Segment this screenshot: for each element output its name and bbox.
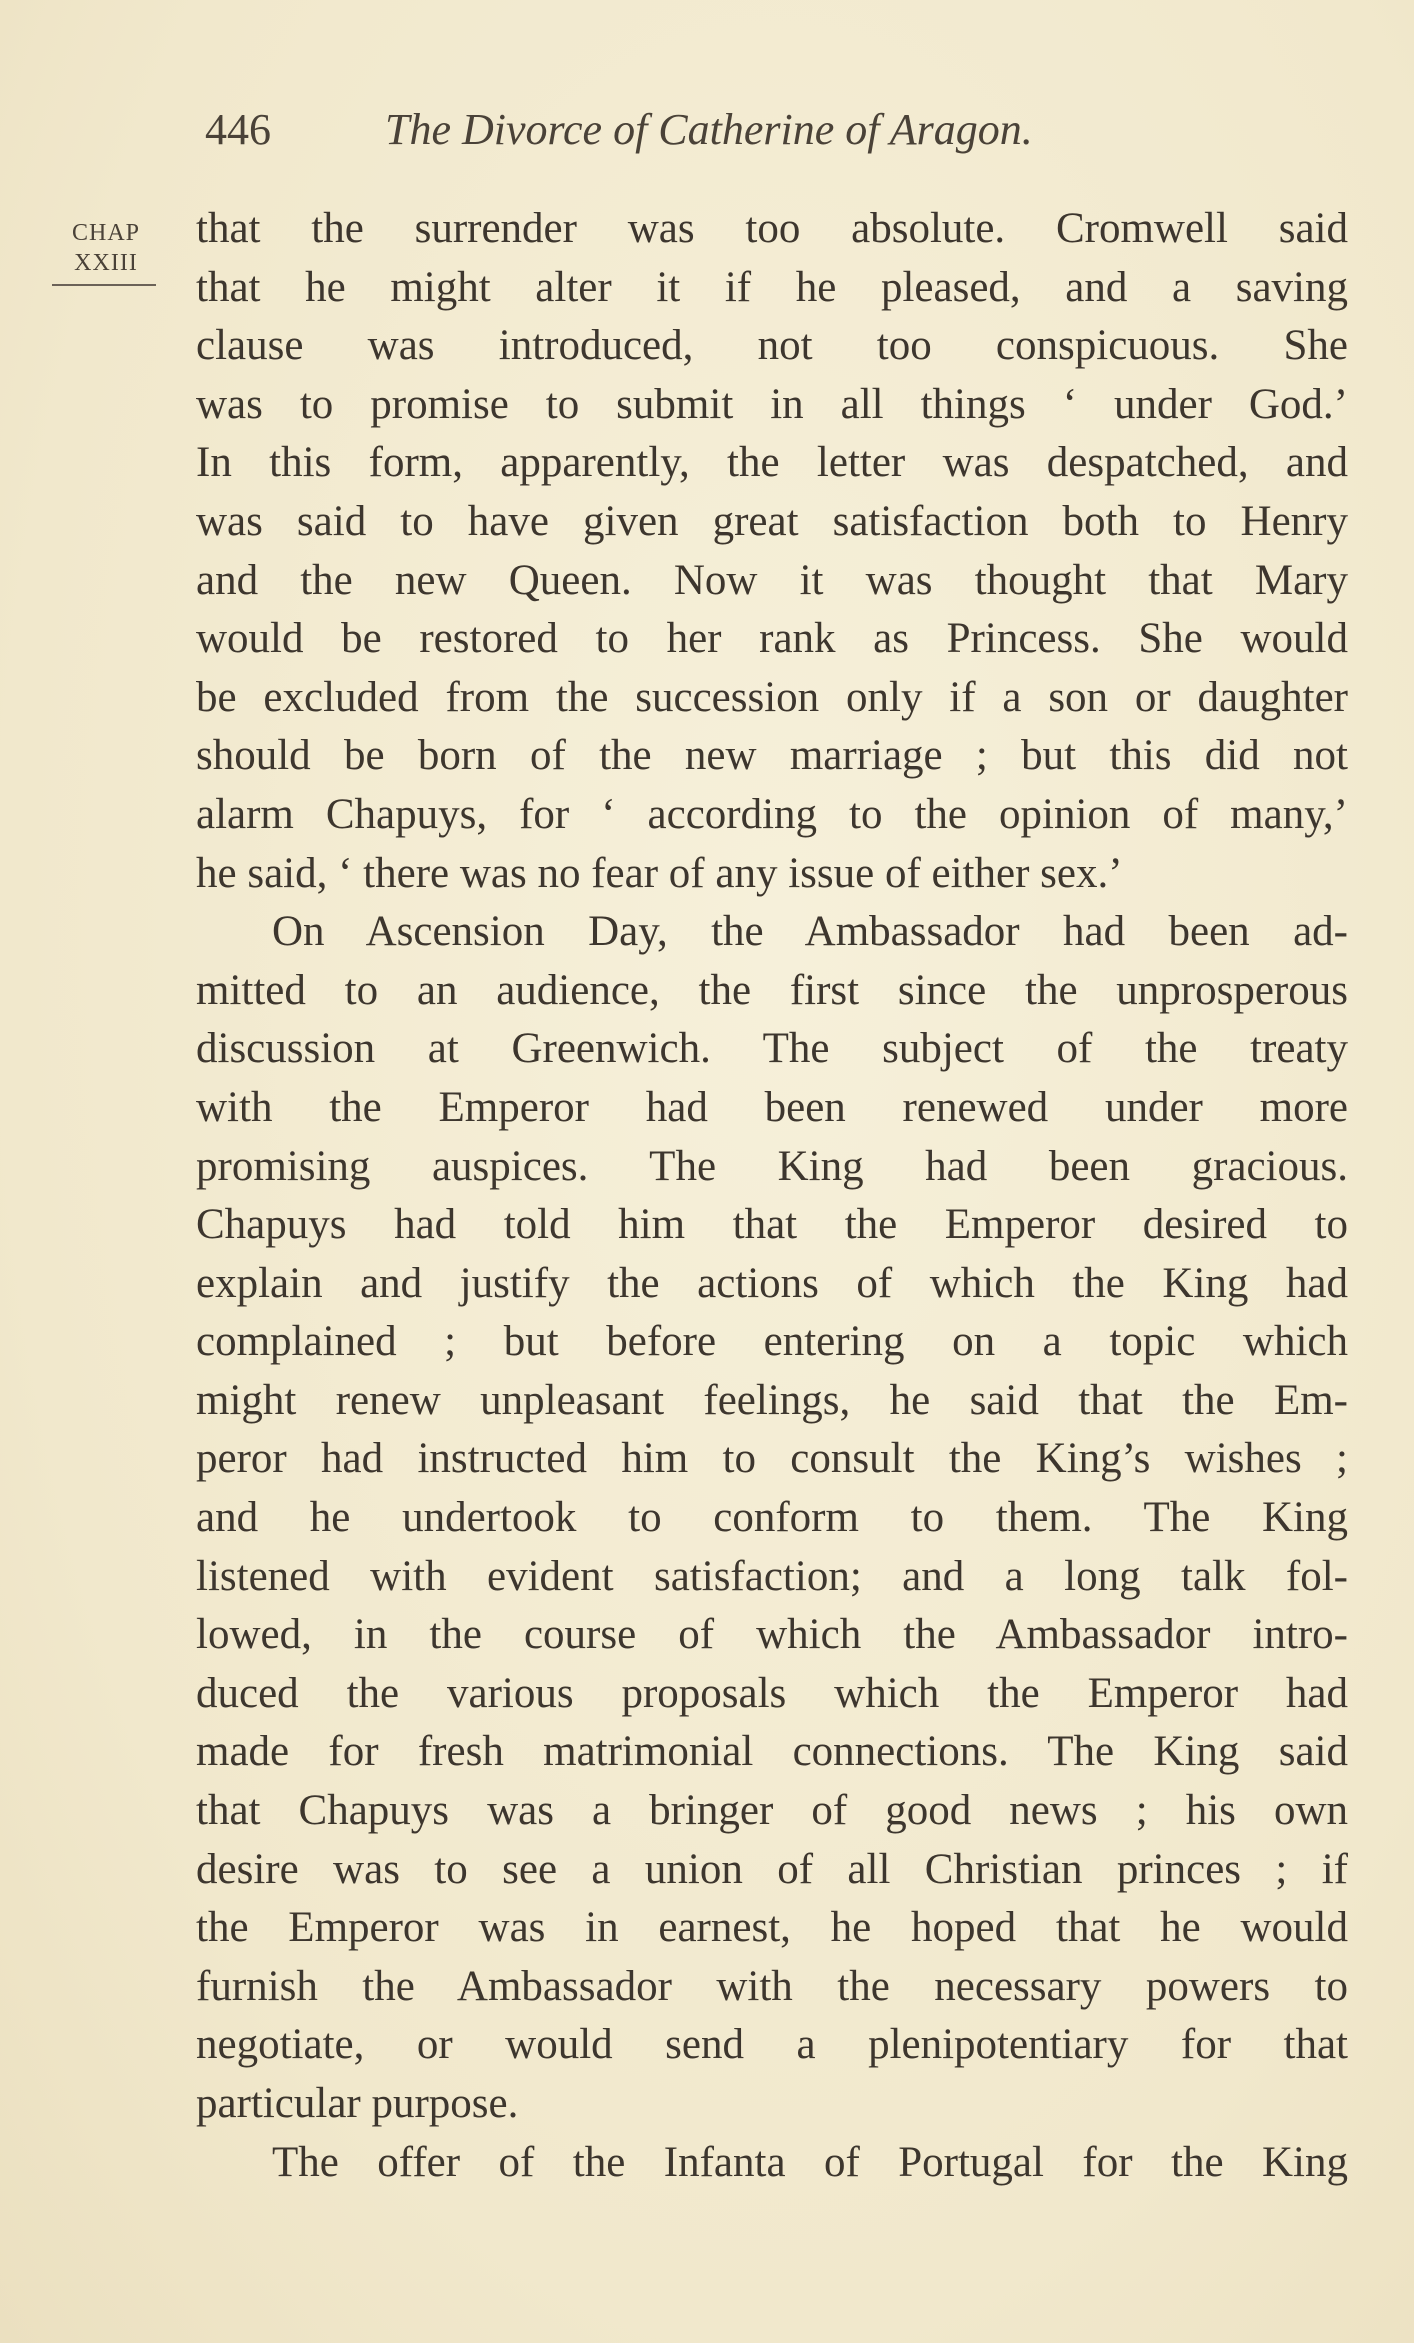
text-line: that he might alter it if he pleased, and a saving [196, 263, 1348, 311]
text-line: desire was to see a union of all Christian princes ; if [196, 1845, 1348, 1893]
text-line: was said to have given great satisfaction both to Henry [196, 497, 1348, 545]
chapter-number: XXIII [74, 250, 138, 276]
running-title: The Divorce of Catherine of Aragon. [385, 105, 1033, 154]
text-line: listened with evident satisfaction; and a long talk fol- [196, 1552, 1348, 1600]
text-line: particular purpose. [196, 2080, 519, 2127]
text-line: the Emperor was in earnest, he hoped that he would [196, 1904, 1348, 1952]
text-line: Chapuys had told him that the Emperor desired to [196, 1201, 1348, 1249]
page-number: 446 [205, 105, 271, 154]
text-line: be excluded from the succession only if a son or daughter [196, 673, 1348, 721]
text-line: was to promise to submit in all things ‘ under God.’ [196, 380, 1348, 428]
text-line: lowed, in the course of which the Ambassador intro- [196, 1611, 1348, 1659]
text-line: promising auspices. The King had been gracious. [196, 1142, 1348, 1190]
chapter-label: CHAP [71, 220, 141, 246]
text-line: should be born of the new marriage ; but this did not [196, 732, 1348, 780]
text-line: that Chapuys was a bringer of good news ; his own [196, 1787, 1348, 1835]
text-line: alarm Chapuys, for ‘ according to the opinion of many,’ [196, 790, 1348, 838]
text-line: furnish the Ambassador with the necessary powers to [196, 1962, 1348, 2010]
text-line: negotiate, or would send a plenipotentiary for that [196, 2021, 1348, 2069]
body-text [196, 200, 1348, 2192]
text-line: complained ; but before entering on a topic which [196, 1318, 1348, 1366]
text-line: and the new Queen. Now it was thought that Mary [196, 556, 1348, 604]
text-line: with the Emperor had been renewed under more [196, 1083, 1348, 1131]
text-line: discussion at Greenwich. The subject of the treaty [196, 1025, 1348, 1073]
text-line: The offer of the Infanta of Portugal for the King [272, 2138, 1348, 2186]
text-line: peror had instructed him to consult the King’s wishes ; [196, 1435, 1348, 1483]
text-line: made for fresh matrimonial connections. The King said [196, 1728, 1348, 1776]
text-line: duced the various proposals which the Emperor had [196, 1669, 1348, 1717]
text-line: mitted to an audience, the first since the unprosperous [196, 966, 1348, 1014]
text-line: On Ascension Day, the Ambassador had been ad- [272, 908, 1348, 956]
chapter-margin-note [52, 218, 160, 286]
text-line: explain and justify the actions of which the King had [196, 1259, 1348, 1307]
text-line: that the surrender was too absolute. Cromwell said [196, 205, 1348, 252]
text-line: he said, ‘ there was no fear of any issue of either sex.’ [196, 849, 1123, 897]
text-line: would be restored to her rank as Princess. She would [196, 615, 1348, 663]
chapter-rule [52, 284, 156, 286]
text-line: might renew unpleasant feelings, he said that the Em- [196, 1376, 1348, 1424]
text-line: In this form, apparently, the letter was despatched, and [196, 439, 1348, 487]
text-line: clause was introduced, not too conspicuous. She [196, 322, 1348, 370]
text-line: and he undertook to conform to them. The King [196, 1494, 1348, 1542]
running-head [205, 100, 1205, 160]
